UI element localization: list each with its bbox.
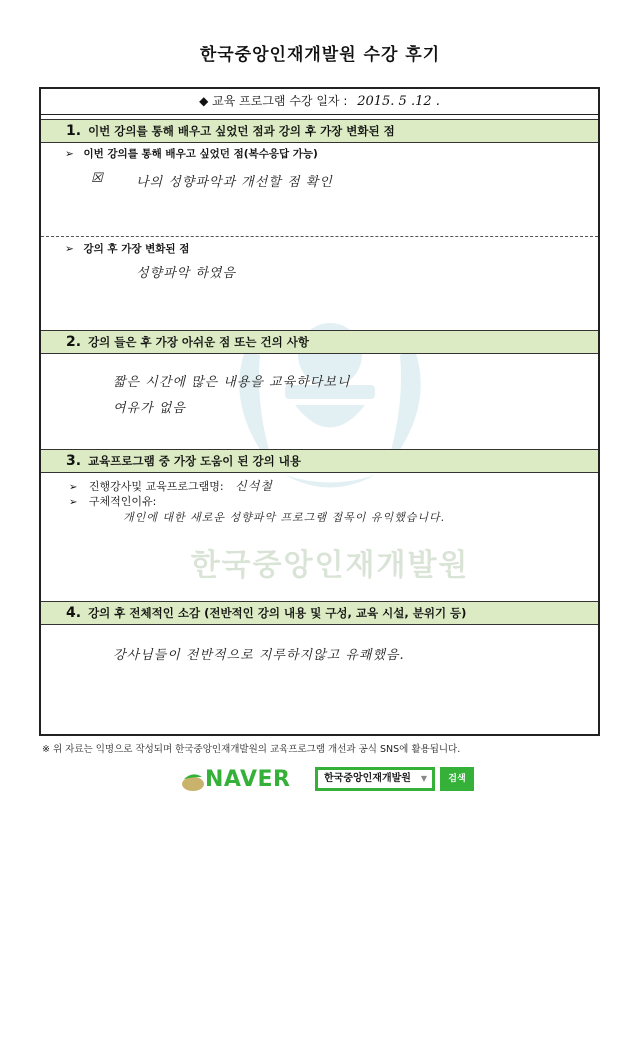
naver-search-banner (180, 765, 480, 797)
footnote: ※ 위 자료는 익명으로 작성되며 한국중앙인재개발원의 교육프로그램 개선과 공식 SNS에 활용됩니다. (42, 744, 461, 755)
answer-checkbox-mark: ☒ (91, 171, 104, 186)
review-form (39, 87, 600, 736)
date-row (41, 89, 598, 115)
handwritten-answer: 신석철 (235, 479, 273, 493)
section-3-item-1 (69, 477, 273, 494)
search-value: 한국중앙인재개발원 (324, 773, 411, 784)
naver-leaf-icon (180, 771, 206, 793)
sub-label: 강의 후 가장 변화된 점 (83, 243, 190, 255)
section-2-header (41, 330, 598, 354)
naver-logo: NAVER (205, 767, 291, 792)
item-label: 진행강사및 교육프로그램명: (88, 480, 224, 493)
section-number: 1. (66, 123, 82, 139)
handwritten-answer: 나의 성향파악과 개선할 점 확인 (136, 175, 333, 190)
section-1-sub-2 (65, 241, 189, 256)
section-heading: 교육프로그램 중 가장 도움이 된 강의 내용 (88, 454, 301, 468)
section-number: 4. (66, 605, 82, 621)
arrowhead-bullet-icon: ➢ (65, 148, 74, 160)
section-heading: 강의 후 전체적인 소감 (전반적인 강의 내용 및 구성, 교육 시설, 분위기 등) (88, 606, 467, 620)
item-label: 구체적인이유: (88, 495, 157, 508)
watermark-text: 한국중앙인재개발원 (190, 548, 470, 583)
handwritten-answer: 개인에 대한 새로운 성향파악 프로그램 접목이 유익했습니다. (123, 511, 446, 524)
arrowhead-bullet-icon: ➢ (69, 482, 78, 493)
arrowhead-bullet-icon: ➢ (69, 497, 78, 508)
divider (41, 236, 598, 237)
section-heading: 강의 들은 후 가장 아쉬운 점 또는 건의 사항 (88, 335, 309, 349)
section-number: 3. (66, 453, 82, 469)
section-3-item-2 (69, 493, 156, 509)
arrowhead-bullet-icon: ➢ (65, 243, 74, 255)
naver-search-input[interactable] (315, 767, 435, 791)
sub-label: 이번 강의를 통해 배우고 싶었던 점(복수응답 가능) (83, 148, 318, 160)
section-number: 2. (66, 334, 82, 350)
date-value: 2015. 5 .12 . (357, 94, 440, 109)
chevron-down-icon: ▼ (420, 774, 427, 783)
page-title: 한국중앙인재개발원 수강 후기 (199, 45, 441, 65)
handwritten-answer: 짧은 시간에 많은 내용을 교육하다보니 (113, 375, 351, 390)
section-1-sub-1 (65, 146, 318, 161)
handwritten-answer: 강사님들이 전반적으로 지루하지않고 유쾌했음. (113, 648, 405, 663)
handwritten-answer: 성향파악 하였음 (136, 266, 237, 281)
naver-search-button[interactable]: 검색 (440, 767, 474, 791)
section-4-header (41, 601, 598, 625)
section-heading: 이번 강의를 통해 배우고 싶었던 점과 강의 후 가장 변화된 점 (88, 124, 395, 138)
handwritten-answer: 여유가 없음 (113, 401, 186, 416)
date-label: ◆ 교육 프로그램 수강 일자 : (199, 94, 348, 108)
section-1-header (41, 119, 598, 143)
section-3-header (41, 449, 598, 473)
